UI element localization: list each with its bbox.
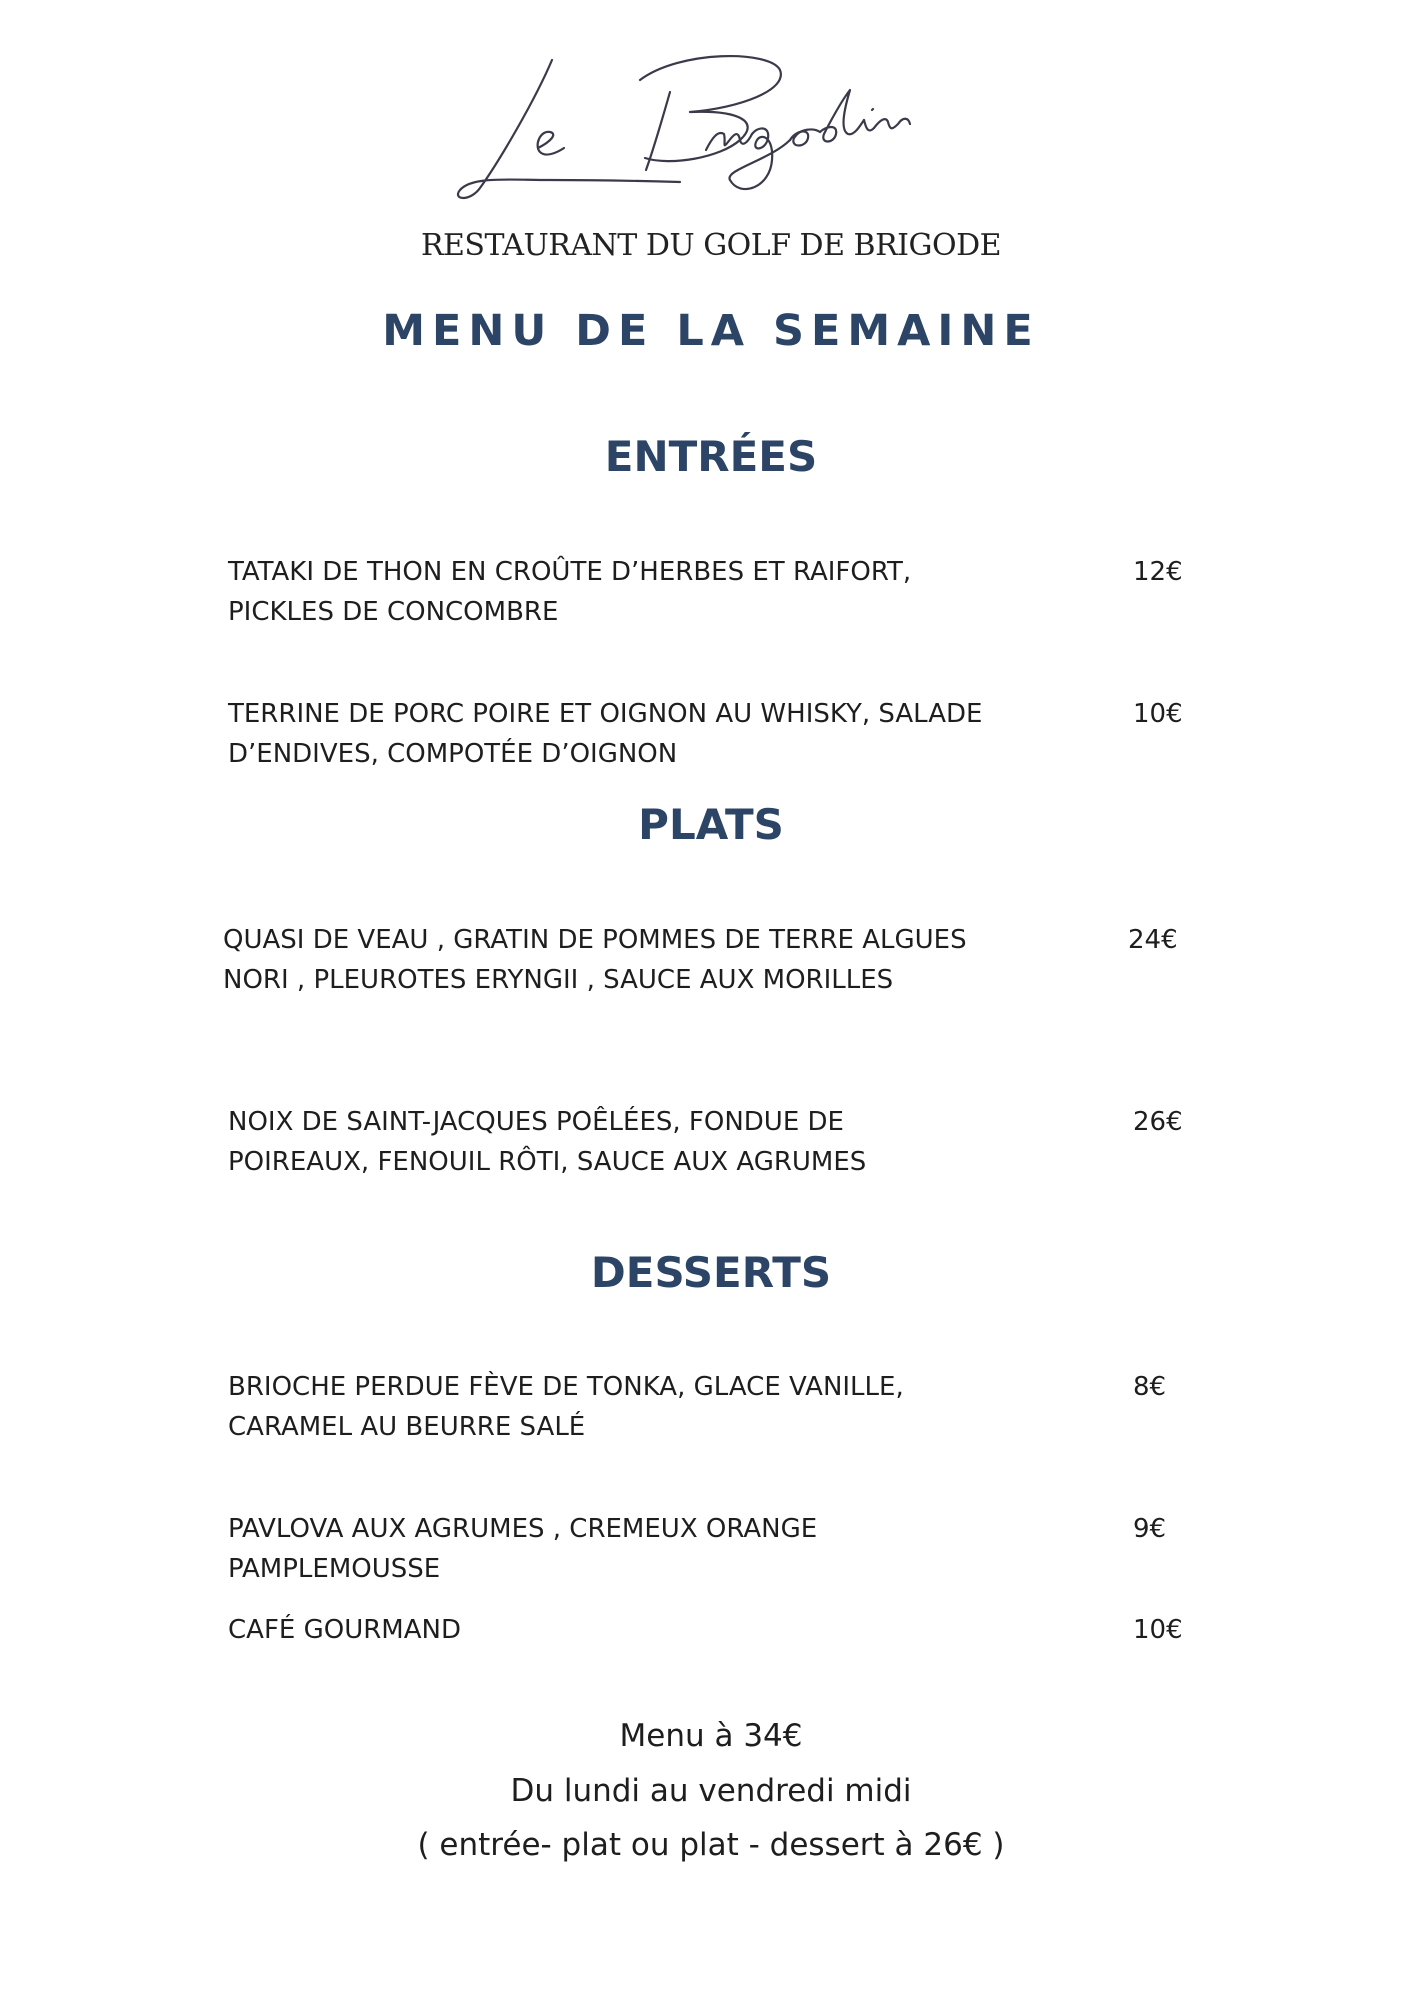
section-title-plats: PLATS: [638, 800, 784, 849]
menu-item-price: 9€: [1133, 1514, 1167, 1544]
footer-schedule: Du lundi au vendredi midi: [510, 1773, 912, 1809]
menu-item-name: NOIX DE SAINT-JACQUES POÊLÉES, FONDUE DE POIREAUX, FENOUIL RÔTI, SAUCE AUX AGRUMES: [228, 1107, 867, 1177]
menu-item-price: 12€: [1133, 557, 1183, 587]
menu-item-price: 10€: [1133, 1615, 1183, 1645]
menu-item-price: 10€: [1133, 699, 1183, 729]
menu-item-name: BRIOCHE PERDUE FÈVE DE TONKA, GLACE VANILLE, CARAMEL AU BEURRE SALÉ: [228, 1372, 904, 1442]
menu-title: MENU DE LA SEMAINE: [382, 306, 1040, 356]
brigodin-logo: [440, 30, 980, 220]
restaurant-subtitle: RESTAURANT DU GOLF DE BRIGODE: [420, 228, 1002, 263]
menu-item-name: TERRINE DE PORC POIRE ET OIGNON AU WHISKY, SALADE D’ENDIVES, COMPOTÉE D’OIGNON: [228, 699, 983, 769]
section-title-desserts: DESSERTS: [590, 1248, 832, 1297]
section-title-entrees: ENTRÉES: [604, 432, 818, 481]
footer-menu-price: Menu à 34€: [619, 1718, 803, 1754]
menu-item-price: 26€: [1133, 1107, 1183, 1137]
menu-item-name: CAFÉ GOURMAND: [228, 1615, 461, 1645]
menu-item-name: TATAKI DE THON EN CROÛTE D’HERBES ET RAIFORT, PICKLES DE CONCOMBRE: [228, 557, 912, 627]
menu-item-name: PAVLOVA AUX AGRUMES , CREMEUX ORANGE PAMPLEMOUSSE: [228, 1514, 818, 1584]
menu-item-price: 8€: [1133, 1372, 1167, 1402]
menu-item-price: 24€: [1128, 925, 1178, 955]
menu-item-name: QUASI DE VEAU , GRATIN DE POMMES DE TERRE ALGUES NORI , PLEUROTES ERYNGII , SAUCE AUX MORILLES: [223, 925, 967, 995]
footer-formula: ( entrée- plat ou plat - dessert à 26€ ): [417, 1827, 1005, 1863]
